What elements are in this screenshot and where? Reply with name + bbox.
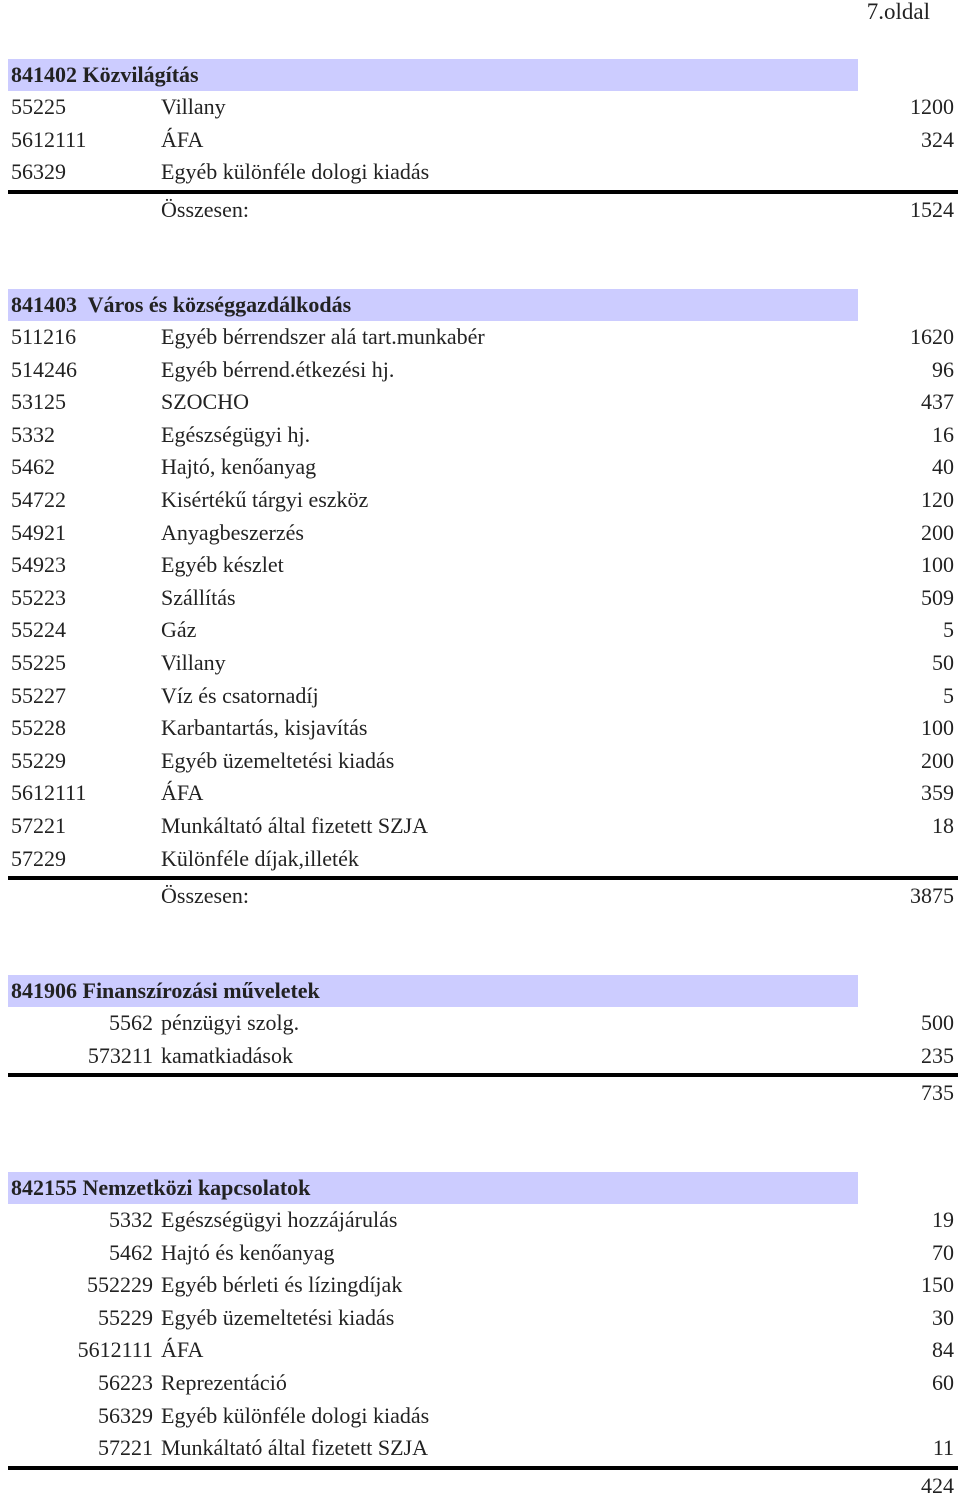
row-amount: 509 [921, 584, 954, 610]
budget-section [8, 1172, 958, 1502]
row-code: 54921 [11, 519, 66, 545]
budget-section [8, 289, 958, 912]
row-amount: 324 [921, 126, 954, 152]
table-row [8, 549, 958, 582]
row-code: 53125 [11, 389, 66, 415]
row-amount: 150 [921, 1272, 954, 1298]
section-title: 841403 Város és községgazdálkodás [11, 292, 352, 317]
row-amount: 5 [943, 617, 954, 643]
row-code: 55225 [11, 94, 66, 119]
table-row [8, 777, 958, 810]
table-row [8, 614, 958, 647]
row-description: kamatkiadások [161, 1042, 293, 1068]
row-code: 5462 [109, 1239, 153, 1265]
section-title: 841402 Közvilágítás [11, 62, 199, 87]
row-code: 57221 [98, 1435, 153, 1461]
table-row [8, 354, 958, 387]
row-amount: 1620 [910, 324, 954, 349]
table-row [8, 712, 958, 745]
row-description: Munkáltató által fizetett SZJA [161, 1435, 428, 1461]
total-row [8, 194, 958, 226]
row-code: 5562 [109, 1010, 153, 1035]
row-description: Villany [161, 94, 226, 119]
row-amount: 60 [932, 1369, 954, 1395]
table-row [8, 1237, 958, 1270]
row-code: 5612111 [77, 1337, 153, 1363]
row-code: 55229 [11, 747, 66, 773]
row-code: 5332 [109, 1207, 153, 1232]
table-row [8, 321, 958, 354]
table-row [8, 156, 958, 189]
row-description: Egyéb különféle dologi kiadás [161, 159, 430, 185]
table-row [8, 451, 958, 484]
total-amount: 1524 [910, 196, 954, 222]
row-code: 56329 [98, 1402, 153, 1428]
row-code: 55229 [98, 1304, 153, 1330]
row-amount: 84 [932, 1337, 954, 1363]
table-row [8, 647, 958, 680]
table-row [8, 91, 958, 124]
row-description: Gáz [161, 617, 197, 643]
total-label: Összesen: [161, 883, 249, 909]
row-description: Egyéb üzemeltetési kiadás [161, 747, 395, 773]
row-description: Egyéb üzemeltetési kiadás [161, 1304, 395, 1330]
section-title: 842155 Nemzetközi kapcsolatok [11, 1175, 311, 1200]
table-row [8, 745, 958, 778]
total-row [8, 1470, 958, 1502]
row-code: 55227 [11, 682, 66, 708]
row-code: 56329 [11, 159, 66, 185]
row-description: Villany [161, 649, 226, 675]
table-row [8, 1040, 958, 1073]
total-amount: 3875 [910, 883, 954, 909]
row-description: Egyéb bérrendszer alá tart.munkabér [161, 324, 485, 349]
row-description: Hajtó és kenőanyag [161, 1239, 335, 1265]
table-row [8, 1302, 958, 1335]
row-amount: 359 [921, 780, 954, 806]
row-amount: 437 [921, 389, 954, 415]
table-row [8, 124, 958, 157]
row-description: Egészségügyi hozzájárulás [161, 1207, 398, 1232]
row-code: 55225 [11, 649, 66, 675]
budget-section [8, 975, 958, 1109]
row-description: Karbantartás, kisjavítás [161, 715, 368, 741]
table-row [8, 1334, 958, 1367]
table-row [8, 680, 958, 713]
row-description: Egyéb bérrend.étkezési hj. [161, 356, 395, 382]
row-amount: 40 [932, 454, 954, 480]
row-amount: 11 [932, 1435, 954, 1461]
table-row [8, 1269, 958, 1302]
total-row [8, 1077, 958, 1109]
row-code: 5612111 [11, 780, 87, 806]
row-description: Munkáltató által fizetett SZJA [161, 812, 428, 838]
row-description: Egyéb készlet [161, 552, 284, 578]
row-amount: 50 [932, 649, 954, 675]
row-code: 514246 [11, 356, 77, 382]
row-code: 5462 [11, 454, 55, 480]
total-amount: 424 [921, 1472, 954, 1498]
row-code: 573211 [87, 1042, 153, 1068]
row-description: Egyéb bérleti és lízingdíjak [161, 1272, 403, 1298]
row-code: 56223 [98, 1369, 153, 1395]
row-code: 57229 [11, 845, 66, 871]
row-amount: 1200 [910, 94, 954, 119]
section-header [8, 975, 858, 1007]
row-description: SZOCHO [161, 389, 250, 415]
total-row [8, 880, 958, 912]
row-description: ÁFA [161, 126, 204, 152]
row-code: 57221 [11, 812, 66, 838]
row-amount: 18 [932, 812, 954, 838]
table-row [8, 1007, 958, 1040]
table-row [8, 843, 958, 876]
row-amount: 19 [932, 1207, 954, 1232]
table-row [8, 386, 958, 419]
row-amount: 100 [921, 552, 954, 578]
row-amount: 200 [921, 747, 954, 773]
table-row [8, 582, 958, 615]
row-code: 5612111 [11, 126, 87, 152]
row-code: 54722 [11, 486, 66, 512]
row-code: 55228 [11, 715, 66, 741]
row-code: 511216 [11, 324, 77, 349]
page-number: 7.oldal [866, 0, 930, 24]
row-amount: 235 [921, 1042, 954, 1068]
row-amount: 200 [921, 519, 954, 545]
row-description: Egyéb különféle dologi kiadás [161, 1402, 430, 1428]
row-amount: 5 [943, 682, 954, 708]
table-row [8, 1432, 958, 1465]
row-description: pénzügyi szolg. [161, 1010, 300, 1035]
row-description: Víz és csatornadíj [161, 682, 319, 708]
table-row [8, 484, 958, 517]
section-header [8, 289, 858, 321]
table-row [8, 517, 958, 550]
table-row [8, 1367, 958, 1400]
row-amount: 16 [932, 421, 954, 447]
row-amount: 500 [921, 1010, 954, 1035]
total-amount: 735 [921, 1080, 954, 1106]
row-amount: 70 [932, 1239, 954, 1265]
table-row [8, 419, 958, 452]
section-header [8, 59, 858, 91]
row-code: 552229 [87, 1272, 153, 1298]
row-code: 55224 [11, 617, 66, 643]
row-code: 5332 [11, 421, 55, 447]
row-description: Különféle díjak,illeték [161, 845, 359, 871]
total-label: Összesen: [161, 196, 249, 222]
table-row [8, 1400, 958, 1433]
row-description: Reprezentáció [161, 1369, 287, 1395]
row-amount: 120 [921, 486, 954, 512]
row-code: 54923 [11, 552, 66, 578]
row-description: Kisértékű tárgyi eszköz [161, 486, 369, 512]
table-row [8, 1204, 958, 1237]
row-amount: 96 [932, 356, 954, 382]
row-description: ÁFA [161, 780, 204, 806]
row-amount: 100 [921, 715, 954, 741]
row-description: Hajtó, kenőanyag [161, 454, 317, 480]
row-description: ÁFA [161, 1337, 204, 1363]
budget-section [8, 59, 958, 226]
row-amount: 30 [932, 1304, 954, 1330]
table-row [8, 810, 958, 843]
section-header [8, 1172, 858, 1204]
row-description: Egészségügyi hj. [161, 421, 311, 447]
section-title: 841906 Finanszírozási műveletek [11, 978, 320, 1003]
row-description: Anyagbeszerzés [161, 519, 304, 545]
row-code: 55223 [11, 584, 66, 610]
row-description: Szállítás [161, 584, 236, 610]
